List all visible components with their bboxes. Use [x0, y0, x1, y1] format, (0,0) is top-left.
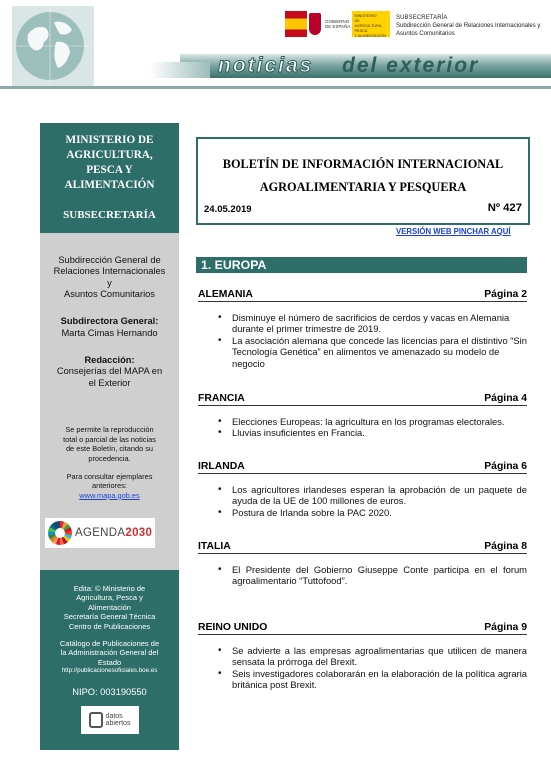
sidebar-subsecretaria: SUBSECRETARÍA	[63, 208, 156, 221]
sdg-wheel-icon	[48, 521, 72, 545]
news-item: • Se advierte a las empresas agroalimentarias que utilicen de manera sensata la prórroga del Brexit.	[218, 645, 527, 668]
masthead-word-noticias: noticias	[218, 54, 314, 77]
coat-of-arms-icon	[309, 13, 321, 35]
masthead-banner	[150, 48, 551, 82]
ministry-name: MINISTERIO DE AGRICULTURA, PESCA Y ALIMENTACIÓN	[64, 134, 155, 191]
catalogo-url: http://publicacionesoficiales.boe.es	[61, 667, 158, 674]
bulletin-number: Nº 427	[487, 202, 522, 214]
sidebar-publisher-block: Edita: © Ministerio de Agricultura, Pesca y Alimentación Secretaría General Técnica Centro de Publicaciones Catálogo de Publicaciones de la Administración General del Estado http://publicacionesoficiales.boe.es NIPO: 003190550 datos abiertos	[40, 570, 179, 750]
country-section-irlanda	[198, 461, 527, 518]
page-reference: Página 4	[484, 393, 527, 404]
directora-name: Marta Cimas Hernando	[61, 327, 158, 338]
open-data-icon	[89, 712, 103, 728]
page-reference: Página 9	[484, 622, 527, 633]
country-section-alemania	[198, 289, 527, 369]
page-header	[0, 0, 551, 95]
mapa-website-link[interactable]: www.mapa.gob.es	[79, 490, 140, 500]
country-name: ITALIA	[198, 541, 231, 552]
page-reference: Página 2	[484, 289, 527, 300]
agenda-2030-logo: AGENDA2030	[45, 518, 155, 548]
country-name: ALEMANIA	[198, 289, 253, 300]
government-logo: GOBIERNO DE ESPAÑA MINISTERIO DE AGRICULTURA, PESCA Y ALIMENTACIÓN	[285, 10, 391, 38]
masthead-word-del-exterior: del exterior	[342, 54, 480, 77]
sidebar-ministry-block	[40, 123, 179, 233]
news-item: • Los agricultores irlandeses esperan la aprobación de un paquete de ayuda de la UE de 100 millones de euros.	[218, 484, 527, 507]
directora-label: Subdirectora General:	[60, 316, 159, 327]
news-item: • La asociación alemana que concede las licencias para el distintivo “Sin Tecnología Genética” en alimentos ve amenazado su modelo de negocio	[218, 335, 527, 369]
sidebar-credits: Subdirección General de Relaciones Internacionales y Asuntos Comunitarios Subdirectora General: Marta Cimas Hernando Redacción: Consejerías del MAPA en el Exterior	[40, 233, 179, 389]
news-item: • Elecciones Europeas: la agricultura en los programas electorales.	[218, 416, 527, 427]
reproduction-note: Se permite la reproducción total o parcial de las noticias de este Boletín, citando su procedencia. Para consultar ejemplares anteriores: www.mapa.gob.es	[40, 425, 179, 500]
news-item: • Postura de Irlanda sobre la PAC 2020.	[218, 507, 527, 518]
page-reference: Página 6	[484, 461, 527, 472]
country-section-francia	[198, 393, 527, 439]
news-item: • Seis investigadores colaborarán en la elaboración de la política agraria británica post Brexit.	[218, 668, 527, 691]
subsecretaria-header: SUBSECRETARÍA Subdirección General de Relaciones Internacionales y Asuntos Comunitarios	[396, 15, 541, 38]
ministry-logo-box: MINISTERIO DE AGRICULTURA, PESCA Y ALIMENTACIÓN	[352, 11, 390, 37]
country-name: FRANCIA	[198, 393, 245, 404]
country-name: REINO UNIDO	[198, 622, 268, 633]
globe-icon	[12, 6, 94, 86]
bulletin-date: 24.05.2019	[204, 204, 252, 215]
sidebar	[40, 123, 179, 750]
section-header-europa: 1. EUROPA	[196, 257, 527, 273]
spain-flag-icon	[285, 11, 307, 37]
country-section-italia	[198, 541, 527, 587]
bulletin-title: BOLETÍN DE INFORMACIÓN INTERNACIONAL AGROALIMENTARIA Y PESQUERA	[222, 157, 504, 195]
nipo-code: NIPO: 003190550	[72, 686, 147, 697]
country-name: IRLANDA	[198, 461, 245, 472]
header-divider	[0, 86, 551, 89]
web-version-link[interactable]: VERSIÓN WEB PINCHAR AQUÍ	[396, 227, 511, 236]
country-section-reino-unido	[198, 622, 527, 691]
bulletin-title-box	[196, 137, 530, 225]
news-item: • Lluvias insuficientes en Francia.	[218, 427, 527, 438]
datos-abiertos-logo: datos abiertos	[81, 706, 139, 734]
redaccion-label: Redacción:	[84, 354, 135, 365]
news-item: • El Presidente del Gobierno Giuseppe Conte participa en el forum agroalimentario “Tuttofood”.	[218, 564, 527, 587]
news-item: • Disminuye el número de sacrificios de cerdos y vacas en Alemania durante el primer trimestre de 2019.	[218, 312, 527, 335]
page-reference: Página 8	[484, 541, 527, 552]
